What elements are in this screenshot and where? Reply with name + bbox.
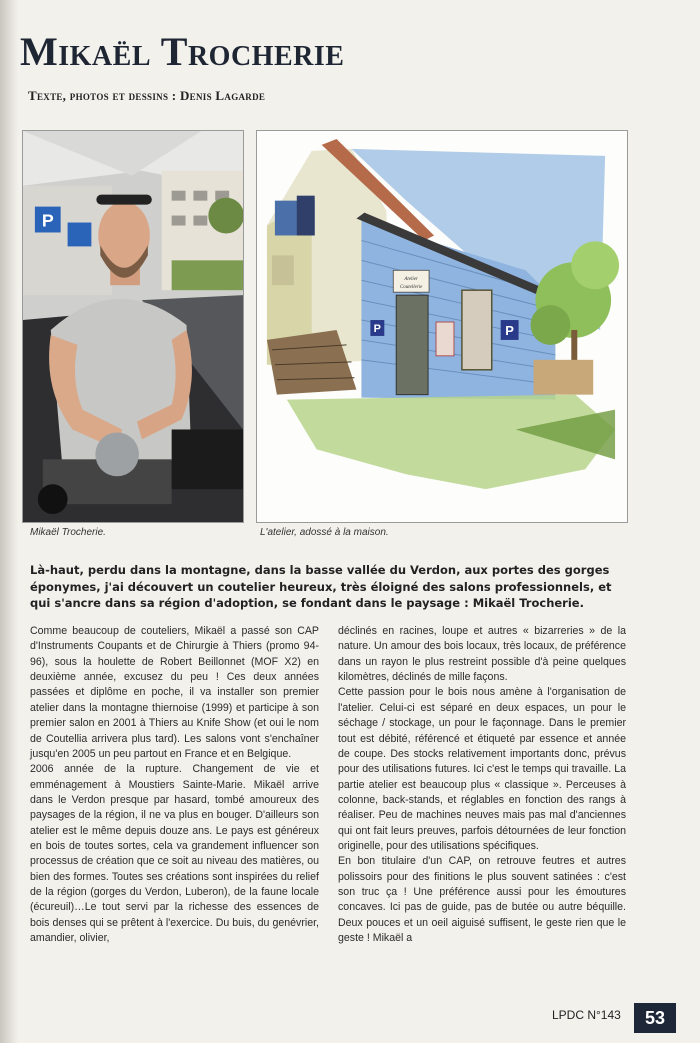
body-paragraph: Comme beaucoup de couteliers, Mikaël a passé son CAP d'Instruments Coupants et de Chirurgie à Thiers (promo 94-96), sous la houlette de Robert Beillonnet (MOF X2) en deuxième année, excusez du peu ! Ces deux années passées et diplôme en poche, il va installer son premier atelier dans la montagne thiernoise (1999) et participe à son premier salon en 2001 à Thiers au Knife Show (et oui le nom de Coutellia arrivera plus tard). Les salons vont s'enchaîner jusqu'en 2005 un peu partout en France et en Belgique. xyxy=(30,625,319,760)
svg-text:P: P xyxy=(505,322,514,338)
lead-paragraph: Là-haut, perdu dans la montagne, dans la basse vallée du Verdon, aux portes des gorges éponymes, j'ai découvert un coutelier heureux, très éloigné des salons professionnels, et qui s'ancre dans sa région d'adoption, se fondant dans le paysage : Mikaël Trocherie. xyxy=(30,563,612,611)
body-paragraph: En bon titulaire d'un CAP, on retrouve feutres et autres polissoirs pour des finitions le plus souvent satinées : c'est son truc ça ! Une préférence aussi pour les émoutures concaves. Ici pas de guide, pas de butée ou autre béquille. Deux pouces et un oeil aiguisé suffisent, le geste rien que le geste ! Mikaël a xyxy=(338,855,626,945)
drawing-caption: L'atelier, adossé à la maison. xyxy=(260,527,389,538)
article-byline: Texte, photos et dessins : Denis Lagarde xyxy=(28,88,266,103)
magazine-issue-label: LPDC N°143 xyxy=(552,1008,621,1022)
body-paragraph: Cette passion pour le bois nous amène à l'organisation de l'atelier. Celui-ci est séparé en deux espaces, un pour le séchage / stockage, un pour le façonnage. Dans le premier tout est débité, référencé et étiqueté par essence et année de coupe. Des stocks relativement importants donc, prévus pour des utilisations futures. Ici c'est le temps qui travaille. La partie atelier est beaucoup plus « classique ». Perceuses à colonne, back-stands, et réglables en fonction des rangs à réaliser. Peu de machines neuves mais pas mal d'anciennes qui ont fait leurs preuves, parfois détournées de leur fonction originelle, pour des utilisations spécifiques. xyxy=(338,686,626,853)
svg-text:P: P xyxy=(41,210,54,231)
portrait-caption: Mikaël Trocherie. xyxy=(30,527,106,538)
body-column-right xyxy=(338,624,626,947)
body-paragraph: déclinés en racines, loupe et autres « bizarreries » de la nature. Un amour des bois locaux, très locaux, de préférence dans un rayon le plus restreint possible d'à peine quelques kilomètres, déclinés de mille façons. xyxy=(338,625,626,684)
body-column-left xyxy=(30,624,319,947)
atelier-drawing xyxy=(256,130,628,523)
page-number-badge: 53 xyxy=(634,1003,676,1033)
body-paragraph: 2006 année de la rupture. Changement de vie et emménagement à Moustiers Sainte-Marie. Mikaël arrive dans le Verdon presque par hasard, tombé amoureux des paysages de la région, il ne va plus en bouger. D'ailleurs son atelier est le même depuis douze ans. Le pays est généreux en bois de toutes sortes, cela va grandement influencer son processus de création que ce soit au niveau des matières, ou bien des formes. Toutes ses créations sont inspirées du relief de la région (gorges du Verdon, Luberon), de la faune locale (écureuil)…Le tout servi par la richesse des essences de bois denses qui se prêtent à l'exercice. Du buis, du genévrier, amandier, olivier, xyxy=(30,763,319,945)
page-gutter-shadow xyxy=(0,0,18,1043)
svg-text:Coutellerie: Coutellerie xyxy=(399,285,423,291)
svg-text:P: P xyxy=(373,322,381,335)
article-title: Mikaël Trocherie xyxy=(20,29,345,74)
shed-sign-text: Atelier xyxy=(404,277,418,283)
portrait-photo xyxy=(22,130,244,523)
